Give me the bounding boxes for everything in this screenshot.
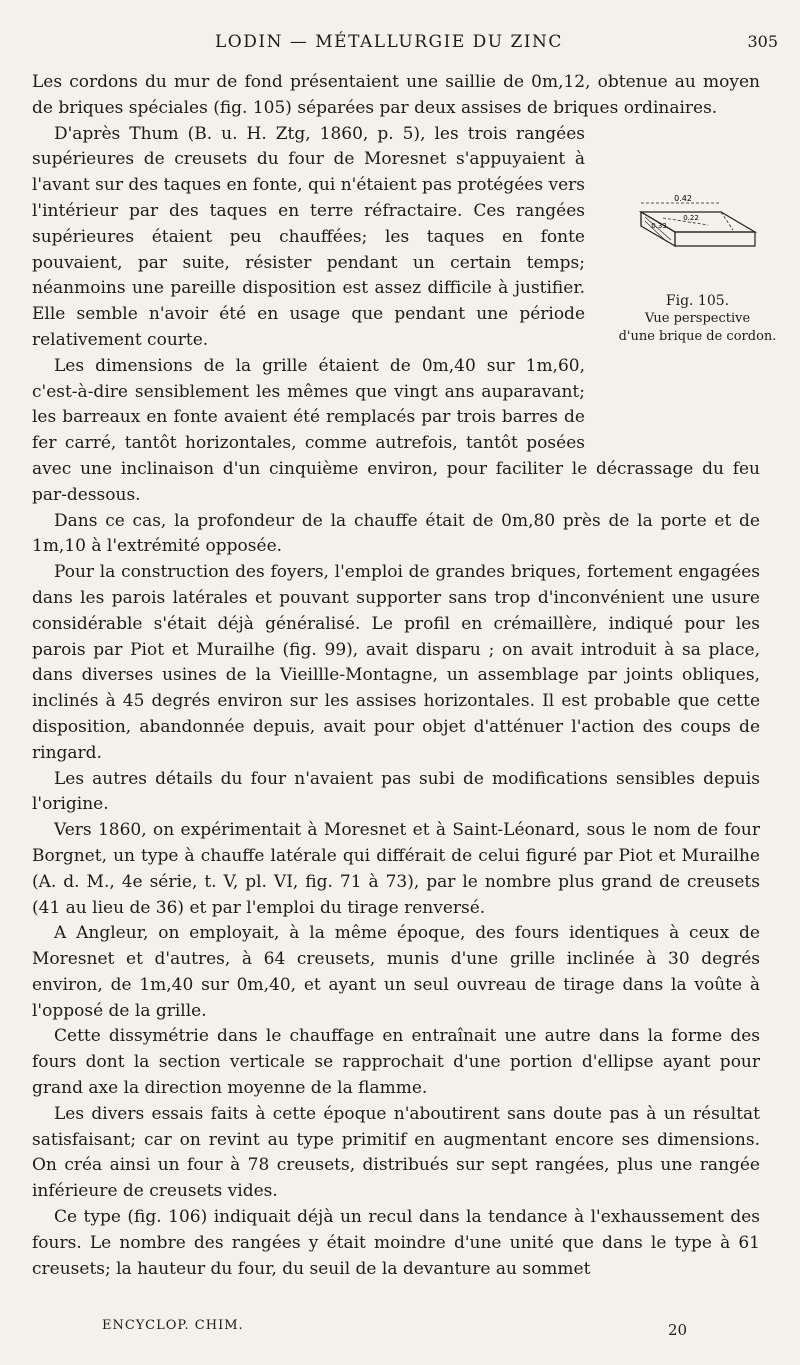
- paragraph: Dans ce cas, la profondeur de la chauffe était de 0m,80 près de la porte et de 1m,10 à l'extrémité opposée.: [32, 510, 760, 557]
- paragraph: D'après Thum (B. u. H. Ztg, 1860, p. 5), les trois rangées supérieures de creusets du four de Moresnet s'appuyaient à l'avant sur des taques en fonte, qui n'étaient pas protégées vers l'intérieur par des taques en terre réfractaire. Ces rangées supérieures étaient peu chauffées; les taques en fonte pouvaient, par suite, résister pendant un certain temps; néanmoins une pareille disposition est assez difficile à justifier. Elle semble n'avoir été en usage que pendant une période relativement courte.: [32, 123, 585, 350]
- dimension-depth-label: 0.33: [650, 221, 667, 230]
- paragraph: Vers 1860, on expérimentait à Moresnet et à Saint-Léonard, sous le nom de four Borgnet, un type à chauffe latérale qui différait de celui figuré par Piot et Murailhe (A. d. M., 4e série, t. V, pl. VI, fig. 71 à 73), par le nombre plus grand de creusets (41 au lieu de 36) et par l'emploi du tirage renversé.: [32, 820, 760, 918]
- page-footer: [0, 1318, 800, 1348]
- paragraph: Les autres détails du four n'avaient pas subi de modifications sensibles depuis l'origine.: [32, 768, 760, 815]
- dimension-side-label: 0.22: [682, 213, 699, 222]
- paragraph: Cette dissymétrie dans le chauffage en entraînait une autre dans la forme des fours dont la section verticale se rapprochait d'une portion d'ellipse ayant pour grand axe la direction moyenne de la flamme.: [32, 1026, 760, 1099]
- page-number: 305: [747, 32, 778, 51]
- footer-journal: ENCYCLOP. CHIM.: [102, 1318, 244, 1333]
- figure-105: [605, 194, 790, 454]
- figure-label: Fig. 105.: [665, 292, 730, 309]
- text-body: [32, 70, 777, 1282]
- dimension-top-label: 0.42: [673, 193, 692, 203]
- brick-perspective-illustration: [633, 194, 763, 264]
- paragraph: Ce type (fig. 106) indiquait déjà un recul dans la tendance à l'exhaussement des fours. Le nombre des rangées y était moindre d'une unité que dans le type à 61 creusets; la hauteur du four, du seuil de la devanture au sommet: [32, 1207, 760, 1279]
- figure-caption-line-1: Vue perspective: [644, 310, 751, 326]
- running-header: [0, 30, 800, 56]
- footer-sheet-number: 20: [668, 1321, 688, 1339]
- paragraph: Les divers essais faits à cette époque n'aboutirent sans doute pas à un résultat satisfaisant; car on revint au type primitif en augmentant encore ses dimensions. On créa ainsi un four à 78 creusets, distribués sur sept rangées, plus une rangée inférieure de creusets vides.: [32, 1103, 760, 1202]
- header-title: LODIN — MÉTALLURGIE DU ZINC: [215, 32, 563, 52]
- paragraph: A Angleur, on employait, à la même époque, des fours identiques à ceux de Moresnet et d'autres, à 64 creusets, munis d'une grille inclinée à 30 degrés environ, de 1m,40 sur 0m,40, et ayant un seul ouvreau de tirage dans la voûte à l'opposé de la grille.: [32, 923, 760, 1021]
- paragraph: Les cordons du mur de fond présentaient une saillie de 0m,12, obtenue au moyen de briques spéciales (fig. 105) séparées par deux assises de briques ordinaires.: [32, 72, 760, 118]
- figure-caption-line-2: d'une brique de cordon.: [618, 328, 777, 344]
- paragraph: Pour la construction des foyers, l'emploi de grandes briques, fortement engagées dans les parois latérales et pouvant supporter sans trop d'inconvénient une usure considérable s'était déjà généralisé. Le profil en crémaillère, indiqué pour les parois par Piot et Murailhe (fig. 99), avait disparu ; on avait introduit à sa place, dans diverses usines de la Vieillle-Montagne, un assemblage par joints obliques, inclinés à 45 degrés environ sur les assises horizontales. Il est probable que cette disposition, abandonnée depuis, avait pour objet d'atténuer l'action des coups de ringard.: [32, 562, 760, 763]
- paragraph: Les dimensions de la grille étaient de 0m,40 sur 1m,60, c'est-à-dire sensiblement les mêmes que vingt ans auparavant; les barreaux en fonte avaient été remplacés par trois barres de fer carré, tantôt horizontales, comme autrefois, tantôt posées avec une inclinaison d'un cinquième environ, pour faciliter le décrassage du feu par-dessous.: [32, 355, 760, 505]
